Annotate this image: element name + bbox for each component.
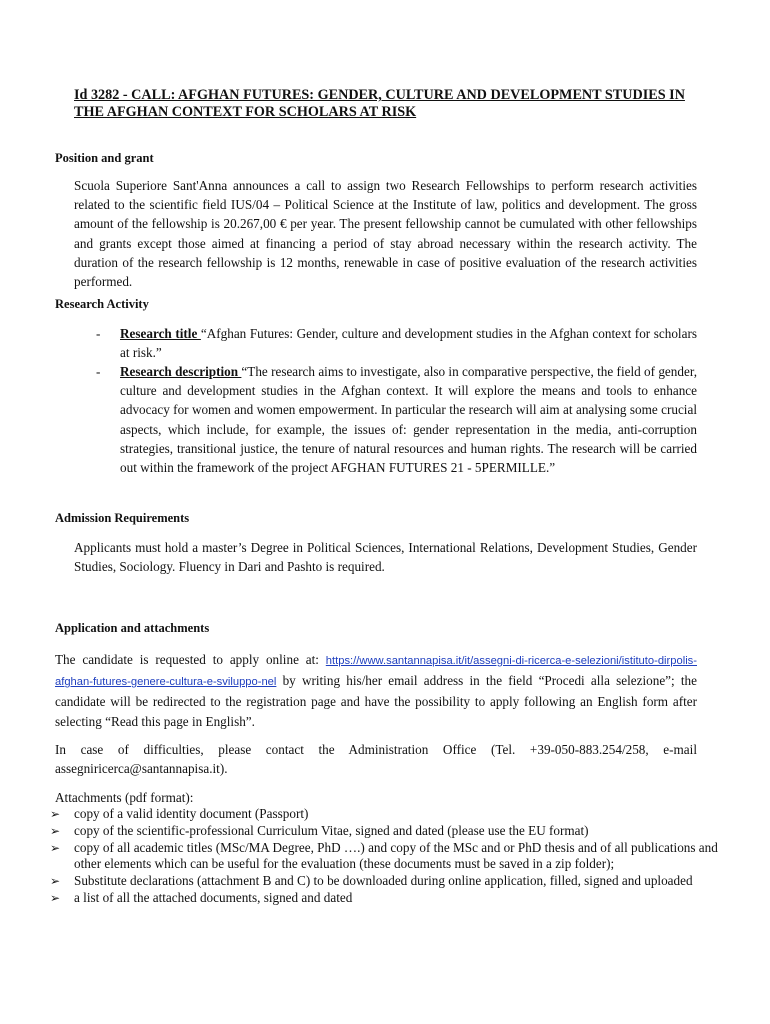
attachment-text: copy of a valid identity document (Passport) — [74, 806, 309, 821]
position-heading: Position and grant — [55, 151, 154, 165]
dash-marker: - — [96, 326, 101, 341]
application-link[interactable]: https://www.santannapisa.it/it/assegni-di-ricerca-e-selezioni/istituto-dirpolis-afghan-futures-genere-cultura-e-sviluppo-nel — [55, 655, 697, 689]
research-description-item — [96, 362, 697, 477]
arrow-bullet-icon: ➢ — [50, 840, 61, 855]
attachment-text: copy of all academic titles (MSc/MA Degree, PhD ….) and copy of the MSc and or PhD thesis and of all publications and other elements which can be useful for the evaluation (these documents must be saved in a zip folder); — [74, 839, 718, 872]
list-item — [50, 890, 725, 907]
application-text-after: by writing his/her email address in the field “Procedi alla selezione”; the candidate will be redirected to the registration page and have the possibility to apply following an English form after selecting “Read this page in English”. — [55, 673, 697, 729]
attachments-title: Attachments (pdf format): — [55, 790, 194, 805]
attachment-text: Substitute declarations (attachment B and C) to be downloaded during online application, filled, signed and uploaded — [74, 873, 693, 889]
attachment-text: a list of all the attached documents, signed and dated — [74, 889, 353, 905]
attachments-list — [50, 806, 725, 907]
research-title-text: “Afghan Futures: Gender, culture and development studies in the Afghan context for scholars at risk.” — [120, 326, 697, 361]
research-heading: Research Activity — [55, 297, 149, 311]
application-heading: Application and attachments — [55, 621, 210, 635]
dash-marker: - — [96, 364, 101, 379]
research-title-label: Research title — [120, 326, 201, 341]
arrow-bullet-icon: ➢ — [50, 807, 61, 821]
research-description-label: Research description — [120, 364, 242, 379]
application-paragraph — [55, 650, 697, 731]
list-item — [50, 823, 725, 840]
admission-paragraph: Applicants must hold a master’s Degree in Political Sciences, International Relations, Development Studies, Gender Studies, Sociology. Fluency in Dari and Pashto is required. — [74, 540, 697, 575]
attachment-text: copy of the scientific-professional Curriculum Vitae, signed and dated (please use the EU format) — [74, 822, 589, 838]
contact-paragraph: In case of difficulties, please contact the Administration Office (Tel. +39-050-883.254/258, e-mail assegniricerca@santannapisa.it). — [55, 742, 697, 777]
research-description-text: “The research aims to investigate, also in comparative perspective, the field of gender, culture and development studies in the Afghan context. It will explore the means and tools to enhance advocacy for women and women empowerment. In particular the research will aim at analysing some crucial aspects, which include, for example, the issues of: gender representation in the media, anti-corruption strategies, transitional justice, the tenure of natural resources and human rights. The research will be carried out within the framework of the project AFGHAN FUTURES 21 - 5PERMILLE.” — [120, 364, 697, 476]
list-item — [50, 840, 725, 874]
arrow-bullet-icon: ➢ — [50, 823, 61, 838]
list-item — [50, 873, 725, 890]
position-paragraph: Scuola Superiore Sant'Anna announces a call to assign two Research Fellowships to perform research activities related to the scientific field IUS/04 – Political Science at the Institute of law, politics and development. The gross amount of the fellowship is 20.267,00 € per year. The present fellowship cannot be cumulated with other fellowships and grants except those aimed at financing a period of stay abroad necessary within the research activity. The duration of the research fellowship is 12 months, renewable in case of positive evaluation of the research activities performed. — [74, 178, 697, 290]
document-title: Id 3282 - CALL: AFGHAN FUTURES: GENDER, CULTURE AND DEVELOPMENT STUDIES IN THE AFGHAN CONTEXT FOR SCHOLARS AT RISK — [74, 87, 685, 120]
list-item — [50, 806, 725, 823]
application-text-before: The candidate is requested to apply online at: — [55, 652, 326, 667]
arrow-bullet-icon: ➢ — [50, 874, 61, 889]
research-title-item — [96, 324, 697, 362]
admission-heading: Admission Requirements — [55, 511, 190, 525]
arrow-bullet-icon: ➢ — [50, 890, 61, 905]
